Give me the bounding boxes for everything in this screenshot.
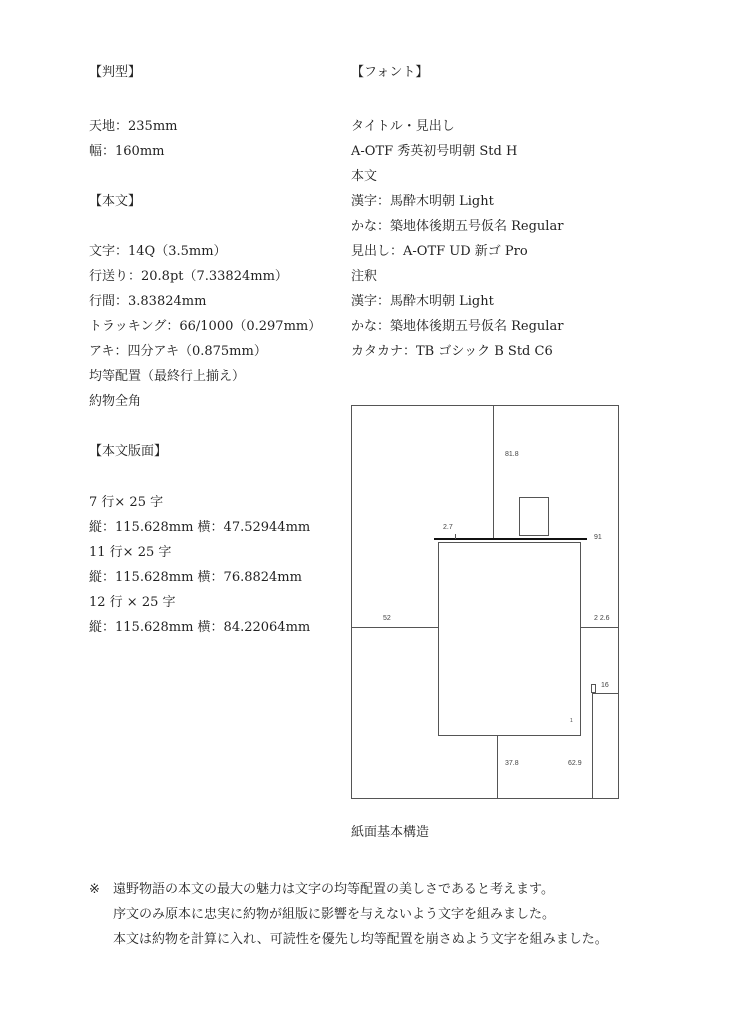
guide-line <box>581 627 619 628</box>
layout-heading: 【本文版面】 <box>89 444 168 459</box>
note-text <box>113 877 608 952</box>
layout-specs <box>89 490 310 640</box>
spec-line: 11 行× 25 字 <box>89 545 172 560</box>
spec-line: 行送り：20.8pt（7.33824mm） <box>89 269 288 284</box>
font-specs <box>351 114 563 364</box>
format-heading: 【判型】 <box>89 65 142 80</box>
note-mark: ※ <box>89 882 100 897</box>
text-area-box <box>438 542 581 736</box>
font-heading: 【フォント】 <box>351 65 429 80</box>
note-line: 序文のみ原本に忠実に約物が組版に影響を与えないよう文字を組みました。 <box>113 907 556 922</box>
spec-line: 均等配置（最終行上揃え） <box>89 369 246 384</box>
guide-line <box>493 405 494 540</box>
body-specs <box>89 239 321 414</box>
spec-line: タイトル・見出し <box>351 119 455 134</box>
note-line: 本文は約物を計算に入れ、可読性を優先し均等配置を崩さぬよう文字を組みました。 <box>113 932 608 947</box>
spec-line: 縦：115.628mm 横：76.8824mm <box>89 570 302 585</box>
spec-line: トラッキング：66/1000（0.297mm） <box>89 319 322 334</box>
dim-label: 81.8 <box>505 451 519 458</box>
spec-line: 注釈 <box>351 269 378 284</box>
dim-label: 2 2.6 <box>594 615 610 622</box>
dim-label: 2.7 <box>443 524 453 531</box>
spec-line: 12 行 × 25 字 <box>89 595 176 610</box>
spec-line: アキ：四分アキ（0.875mm） <box>89 344 267 359</box>
spec-line: 文字：14Q（3.5mm） <box>89 244 227 259</box>
spec-line: 漢字：馬酔木明朝 Light <box>351 194 494 209</box>
spec-line: かな：築地体後期五号仮名 Regular <box>351 219 564 234</box>
guide-line <box>351 627 438 628</box>
spec-line: 行間：3.83824mm <box>89 294 207 309</box>
spec-line: 本文 <box>351 169 378 184</box>
dim-label: 16 <box>601 682 609 689</box>
spec-line: 天地：235mm <box>89 119 178 134</box>
running-head-box <box>519 497 549 536</box>
guide-line <box>497 736 498 799</box>
tick-mark <box>455 534 456 539</box>
spec-line: A-OTF 秀英初号明朝 Std H <box>351 144 518 159</box>
spec-line: かな：築地体後期五号仮名 Regular <box>351 319 564 334</box>
spec-line: 見出し：A-OTF UD 新ゴ Pro <box>351 244 528 259</box>
folio-box <box>591 684 596 693</box>
spec-line: 幅：160mm <box>89 144 165 159</box>
page-number: 1 <box>570 718 573 724</box>
body-heading: 【本文】 <box>89 194 142 209</box>
spec-line: カタカナ：TB ゴシック B Std C6 <box>351 344 553 359</box>
dim-label: 62.9 <box>568 760 582 767</box>
note-line: 遠野物語の本文の最大の魅力は文字の均等配置の美しさであると考えます。 <box>113 882 554 897</box>
spec-line: 漢字：馬酔木明朝 Light <box>351 294 494 309</box>
dim-label: 37.8 <box>505 760 519 767</box>
dim-label: 91 <box>594 534 602 541</box>
diagram-caption: 紙面基本構造 <box>351 825 430 840</box>
format-specs <box>89 114 177 164</box>
spec-line: 約物全角 <box>89 394 142 409</box>
guide-line <box>592 693 593 799</box>
spec-line: 7 行× 25 字 <box>89 495 164 510</box>
guide-line <box>592 693 619 694</box>
spec-line: 縦：115.628mm 横：47.52944mm <box>89 520 311 535</box>
dim-label: 52 <box>383 615 391 622</box>
header-rule <box>434 538 587 540</box>
spec-line: 縦：115.628mm 横：84.22064mm <box>89 620 311 635</box>
